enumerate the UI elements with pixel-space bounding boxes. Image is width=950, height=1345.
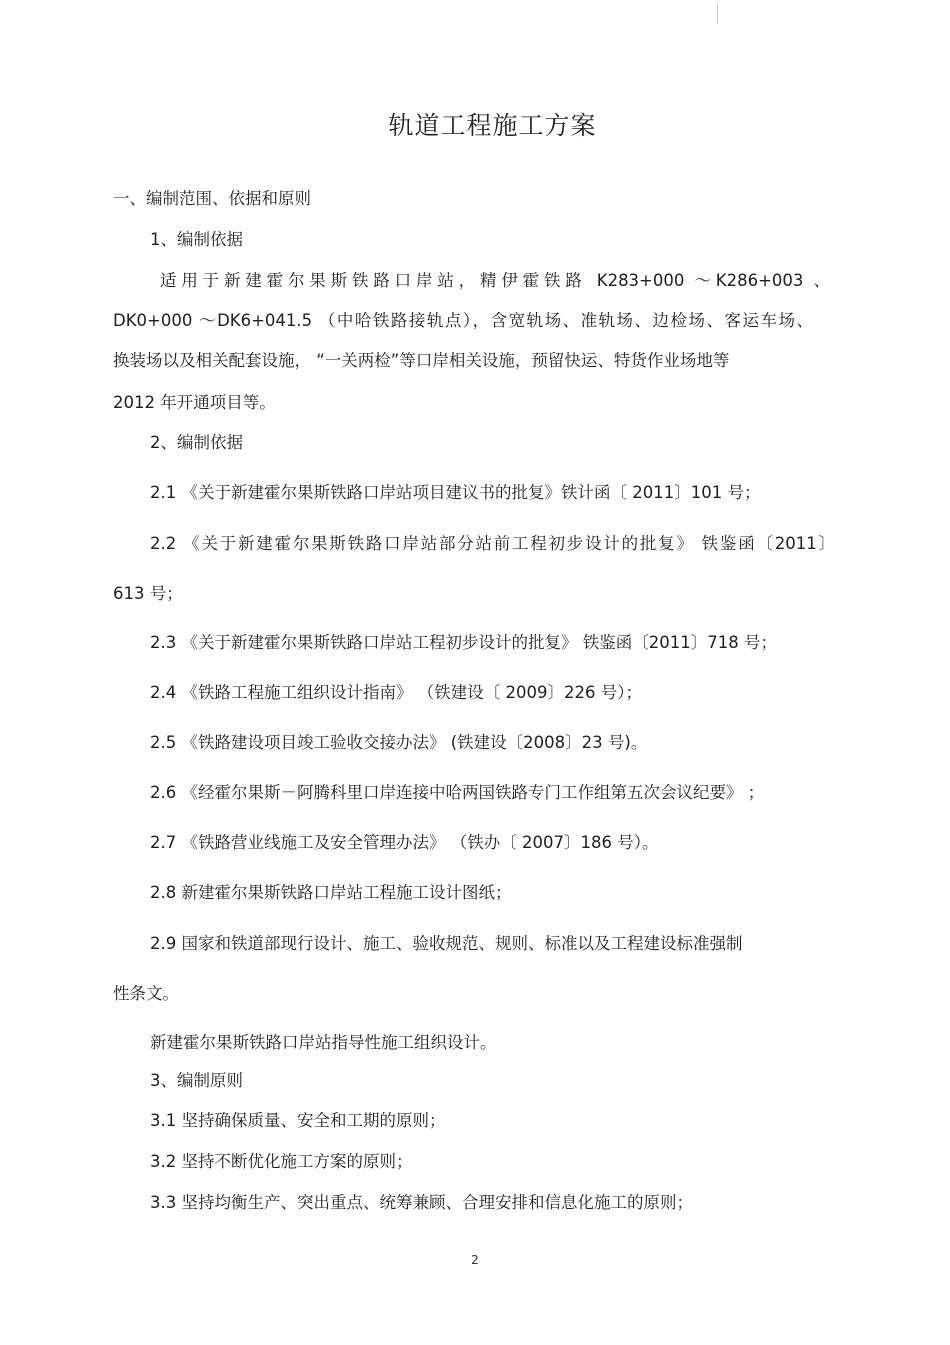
list-item: 3.1 坚持确保质量、安全和工期的原则；	[150, 1111, 446, 1130]
list-item: 2.4 《铁路工程施工组织设计指南》 （铁建设〔 2009〕226 号）；	[150, 683, 642, 702]
list-item: 2.7 《铁路营业线施工及安全管理办法》 （铁办〔 2007〕186 号）。	[150, 833, 659, 852]
document-title: 轨道工程施工方案	[388, 111, 597, 140]
section-heading: 一、编制范围、依据和原则	[113, 189, 311, 208]
subsection-heading-1: 1、编制依据	[150, 230, 243, 249]
paragraph-line: 适用于新建霍尔果斯铁路口岸站，精伊霍铁路 K283+000 ～K286+003 、	[160, 271, 830, 290]
paragraph-line: 新建霍尔果斯铁路口岸站指导性施工组织设计。	[150, 1033, 497, 1052]
subsection-heading-3: 3、编制原则	[150, 1071, 243, 1090]
paragraph-line: DK0+000 ～DK6+041.5 （中哈铁路接轨点），含宽轨场、准轨场、边检场、客运车场、	[113, 311, 813, 330]
paragraph-line: 换装场以及相关配套设施， “一关两检”等口岸相关设施，预留快运、特货作业场地等	[113, 351, 730, 370]
subsection-heading-2: 2、编制依据	[150, 433, 243, 452]
list-item: 2.3 《关于新建霍尔果斯铁路口岸站工程初步设计的批复》 铁鉴函〔2011〕718 号；	[150, 633, 777, 652]
page-edge-mark	[717, 4, 718, 24]
page-number: 2	[471, 1253, 479, 1267]
list-item-continuation: 613 号；	[113, 584, 183, 603]
list-item: 2.2 《关于新建霍尔果斯铁路口岸站部分站前工程初步设计的批复》 铁鉴函〔2011〕	[150, 534, 835, 553]
list-item: 2.1 《关于新建霍尔果斯铁路口岸站项目建议书的批复》铁计函〔 2011〕101 号；	[150, 483, 761, 502]
list-item: 2.8 新建霍尔果斯铁路口岸站工程施工设计图纸；	[150, 883, 512, 902]
list-item: 3.3 坚持均衡生产、突出重点、统筹兼顾、合理安排和信息化施工的原则；	[150, 1193, 693, 1212]
list-item-continuation: 性条文。	[113, 984, 179, 1003]
list-item: 2.6 《经霍尔果斯－阿腾科里口岸连接中哈两国铁路专门工作组第五次会议纪要》 ；	[150, 783, 765, 802]
paragraph-line: 2012 年开通项目等。	[113, 393, 276, 412]
list-item: 3.2 坚持不断优化施工方案的原则；	[150, 1152, 413, 1171]
list-item: 2.9 国家和铁道部现行设计、施工、验收规范、规则、标准以及工程建设标准强制	[150, 934, 743, 953]
list-item: 2.5 《铁路建设项目竣工验收交接办法》 (铁建设〔2008〕23 号)。	[150, 733, 648, 752]
